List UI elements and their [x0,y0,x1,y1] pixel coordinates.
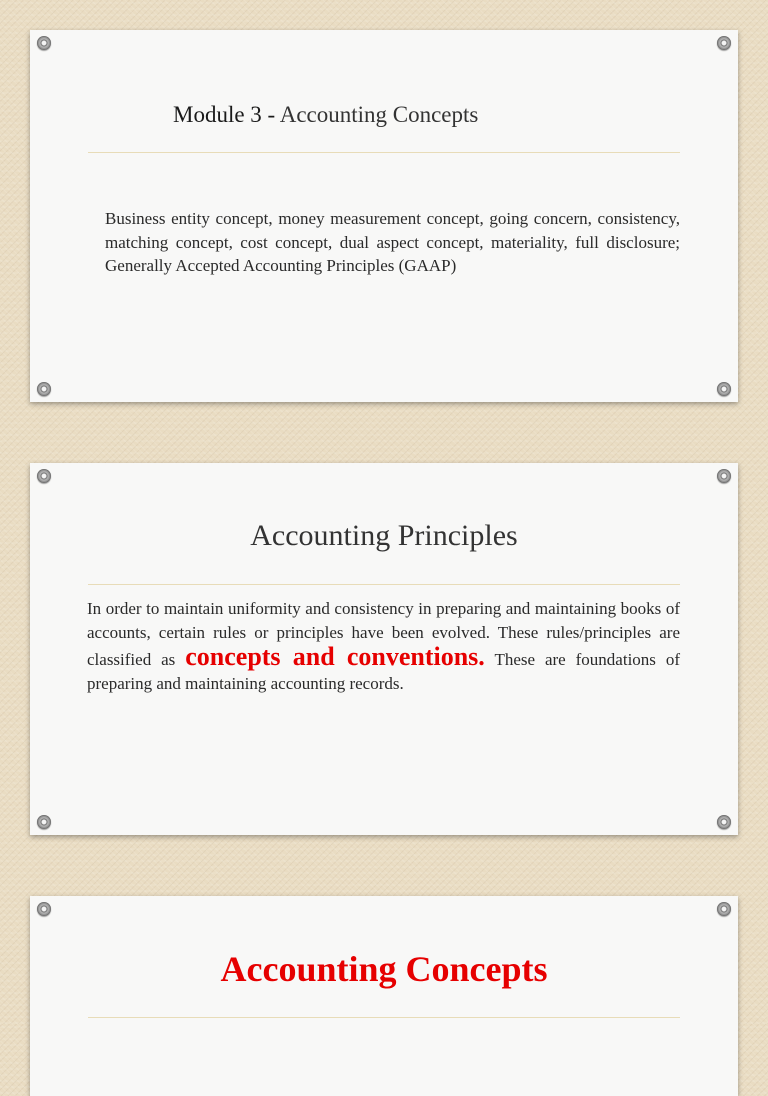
pushpin-icon [717,902,731,916]
body-text-part: In order to maintain uniformity and consistency in preparing and maintaining books of accounts, certain rules or principles have been evolved. These rules/principles are classified as [87,599,680,669]
title-divider [88,584,680,585]
pushpin-icon [37,382,51,396]
pushpin-icon [37,36,51,50]
pushpin-icon [717,469,731,483]
slide-accounting-principles [30,463,738,835]
title-main: Module 3 - [173,102,280,127]
title-sub: Accounting Concepts [279,102,479,127]
pushpin-icon [37,469,51,483]
title-divider [88,1017,680,1018]
pushpin-icon [717,382,731,396]
pushpin-icon [717,815,731,829]
slide-module-3 [30,30,738,402]
pushpin-icon [37,815,51,829]
slide-body-text [87,597,680,696]
slide-title: Accounting Principles [250,519,518,552]
slide-title [173,102,478,128]
emphasis-text: concepts and conventions. [185,642,485,671]
pushpin-icon [717,36,731,50]
slide-title: Accounting Concepts [220,949,548,989]
slide-accounting-concepts [30,896,738,1096]
pushpin-icon [37,902,51,916]
title-divider [88,152,680,153]
slide-body-text: Business entity concept, money measurement concept, going concern, consistency, matching concept, cost concept, dual aspect concept, materiality, full disclosure; Generally Accepted Accounting Principles (GAAP) [105,209,680,275]
body-text-part: These are foundations of preparing and maintaining accounting records. [87,650,681,693]
